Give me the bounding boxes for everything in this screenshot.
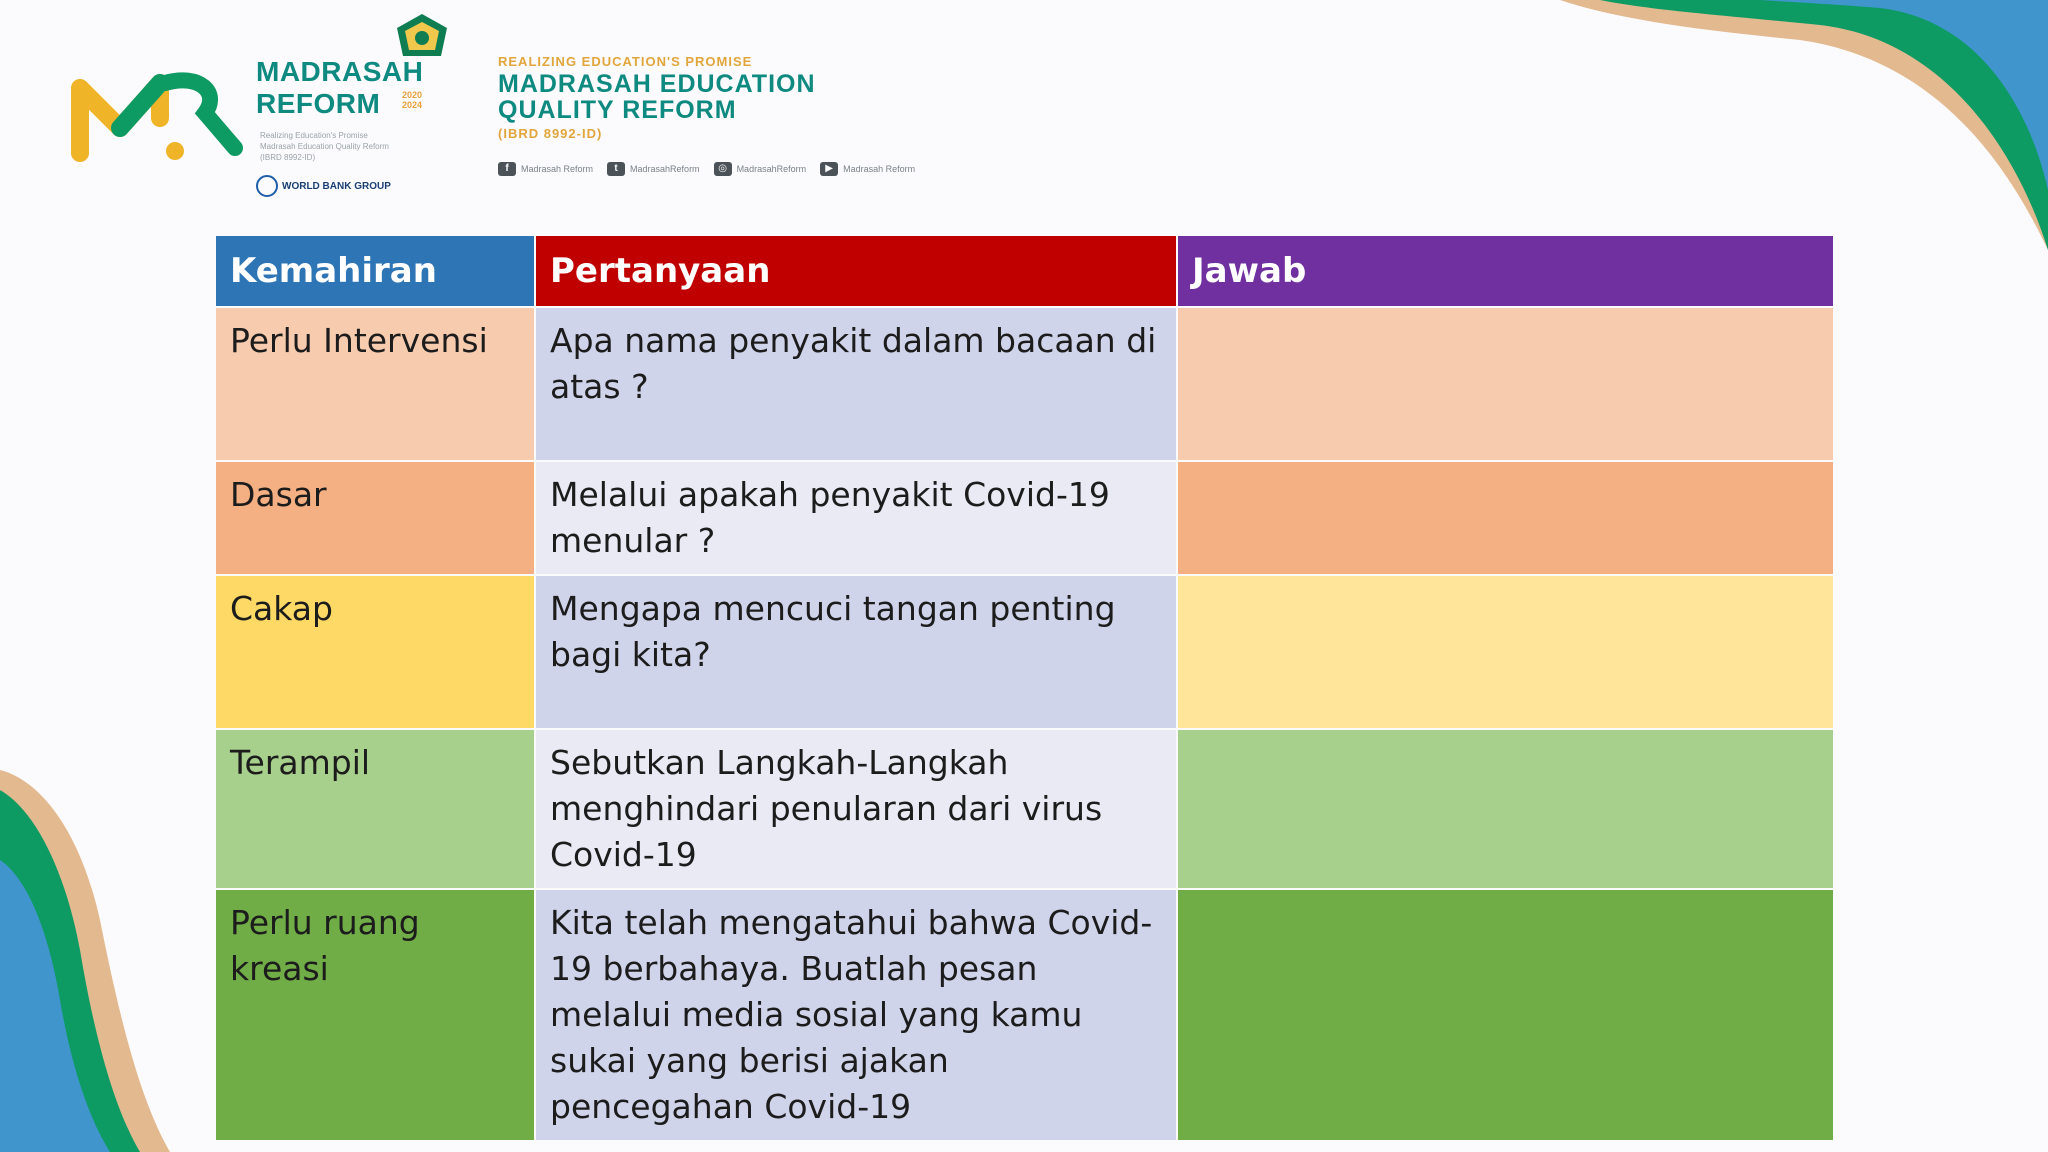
instagram-icon: ◎: [714, 162, 732, 176]
question-cell: Apa nama penyakit dalam bacaan di atas ?: [536, 308, 1176, 460]
answer-cell[interactable]: [1178, 576, 1833, 728]
answer-cell[interactable]: [1178, 462, 1833, 574]
header-jawab: Jawab: [1178, 236, 1833, 306]
facebook-icon: f: [498, 162, 516, 176]
level-cell: Perlu Intervensi: [216, 308, 534, 460]
globe-icon: [256, 175, 278, 197]
program-title: REALIZING EDUCATION'S PROMISE MADRASAH EDUCATION QUALITY REFORM (IBRD 8992-ID): [498, 54, 816, 141]
brand-title: MADRASAH REFORM: [256, 56, 424, 119]
question-cell: Mengapa mencuci tangan penting bagi kita?: [536, 576, 1176, 728]
level-cell: Terampil: [216, 730, 534, 888]
social-links: [498, 162, 915, 176]
world-bank-logo: WORLD BANK GROUP: [256, 175, 391, 197]
madrasah-reform-logo: [70, 58, 250, 168]
table-row: [216, 308, 1833, 460]
social-instagram[interactable]: ◎ MadrasahReform: [714, 162, 807, 176]
header-kemahiran: Kemahiran: [216, 236, 534, 306]
skills-question-table: [214, 234, 1835, 1142]
table-row: [216, 576, 1833, 728]
social-youtube[interactable]: ▶ Madrasah Reform: [820, 162, 915, 176]
table-row: [216, 730, 1833, 888]
question-cell: Kita telah mengatahui bahwa Covid-19 berbahaya. Buatlah pesan melalui media sosial yang kamu sukai yang berisi ajakan pencegahan Covid-19: [536, 890, 1176, 1140]
answer-cell[interactable]: [1178, 730, 1833, 888]
header-pertanyaan: Pertanyaan: [536, 236, 1176, 306]
table-header-row: [216, 236, 1833, 306]
level-cell: Cakap: [216, 576, 534, 728]
table-row: [216, 890, 1833, 1140]
ministry-emblem-icon: [395, 12, 449, 60]
level-cell: Dasar: [216, 462, 534, 574]
youtube-icon: ▶: [820, 162, 838, 176]
brand-subtext: Realizing Education's Promise Madrasah Education Quality Reform (IBRD 8992-ID): [260, 131, 389, 162]
table-row: [216, 462, 1833, 574]
level-cell: Perlu ruang kreasi: [216, 890, 534, 1140]
brand-years: 2020 2024: [402, 90, 423, 110]
question-cell: Melalui apakah penyakit Covid-19 menular ?: [536, 462, 1176, 574]
header: [60, 10, 1060, 200]
answer-cell[interactable]: [1178, 308, 1833, 460]
question-cell: Sebutkan Langkah-Langkah menghindari penularan dari virus Covid-19: [536, 730, 1176, 888]
answer-cell[interactable]: [1178, 890, 1833, 1140]
social-facebook[interactable]: f Madrasah Reform: [498, 162, 593, 176]
twitter-icon: t: [607, 162, 625, 176]
social-twitter[interactable]: t MadrasahReform: [607, 162, 700, 176]
